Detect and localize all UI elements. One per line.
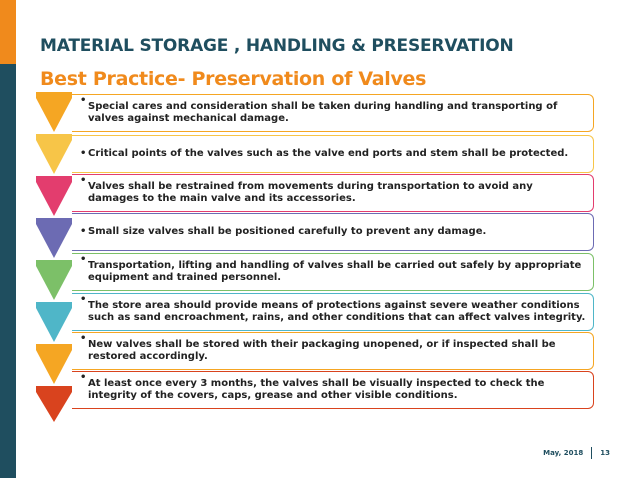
list-item-text: At least once every 3 months, the valves shall be visually inspected to check the integrity of the covers, caps, grease and other visible conditions. — [88, 378, 545, 401]
chevron-3 — [36, 176, 72, 216]
bullet: • — [80, 95, 87, 106]
list-item-text: New valves shall be stored with their packaging unopened, or if inspected shall be restored accordingly. — [88, 339, 556, 362]
list-item-1 — [72, 94, 594, 132]
page-title: MATERIAL STORAGE , HANDLING & PRESERVATION — [40, 36, 514, 56]
bullet: • — [80, 148, 87, 159]
list-item-3 — [72, 174, 594, 212]
footer-divider — [591, 447, 592, 459]
chevron-8 — [36, 386, 72, 422]
orange-accent-block — [0, 0, 16, 64]
list-item-6 — [72, 293, 594, 331]
chevron-5 — [36, 260, 72, 300]
bullet: • — [80, 254, 87, 265]
bullet: • — [80, 294, 87, 305]
bullet: • — [80, 226, 87, 237]
list-item-7 — [72, 332, 594, 370]
chevron-6 — [36, 302, 72, 342]
footer — [543, 447, 610, 459]
bullet: • — [80, 175, 87, 186]
page-subtitle: Best Practice- Preservation of Valves — [40, 68, 427, 90]
bullet: • — [80, 333, 87, 344]
footer-date: May, 2018 — [543, 449, 584, 457]
list-item-text: Valves shall be restrained from movements during transportation to avoid any damages to the main valve and its accessories. — [88, 181, 533, 204]
chevron-column — [36, 92, 76, 422]
left-accent-bar — [0, 0, 16, 478]
bullet: • — [80, 372, 87, 383]
page-number: 13 — [600, 449, 610, 457]
chevron-7 — [36, 344, 72, 384]
list-item-5 — [72, 253, 594, 291]
chevron-1 — [36, 92, 72, 132]
list-item-text: Special cares and consideration shall be taken during handling and transporting of valves against mechanical damage. — [88, 101, 558, 124]
chevron-4 — [36, 218, 72, 258]
list-item-text: The store area should provide means of protections against severe weather conditions such as sand encroachment, rains, and other conditions that can affect valves integrity. — [88, 300, 586, 323]
list-item-8 — [72, 371, 594, 409]
list-item-4 — [72, 213, 594, 251]
list-item-2 — [72, 135, 594, 173]
chevron-2 — [36, 134, 72, 174]
list-item-text: Small size valves shall be positioned carefully to prevent any damage. — [88, 226, 487, 237]
list-item-text: Transportation, lifting and handling of valves shall be carried out safely by appropriate equipment and trained personnel. — [88, 260, 582, 283]
list-item-text: Critical points of the valves such as the valve end ports and stem shall be protected. — [88, 148, 569, 159]
